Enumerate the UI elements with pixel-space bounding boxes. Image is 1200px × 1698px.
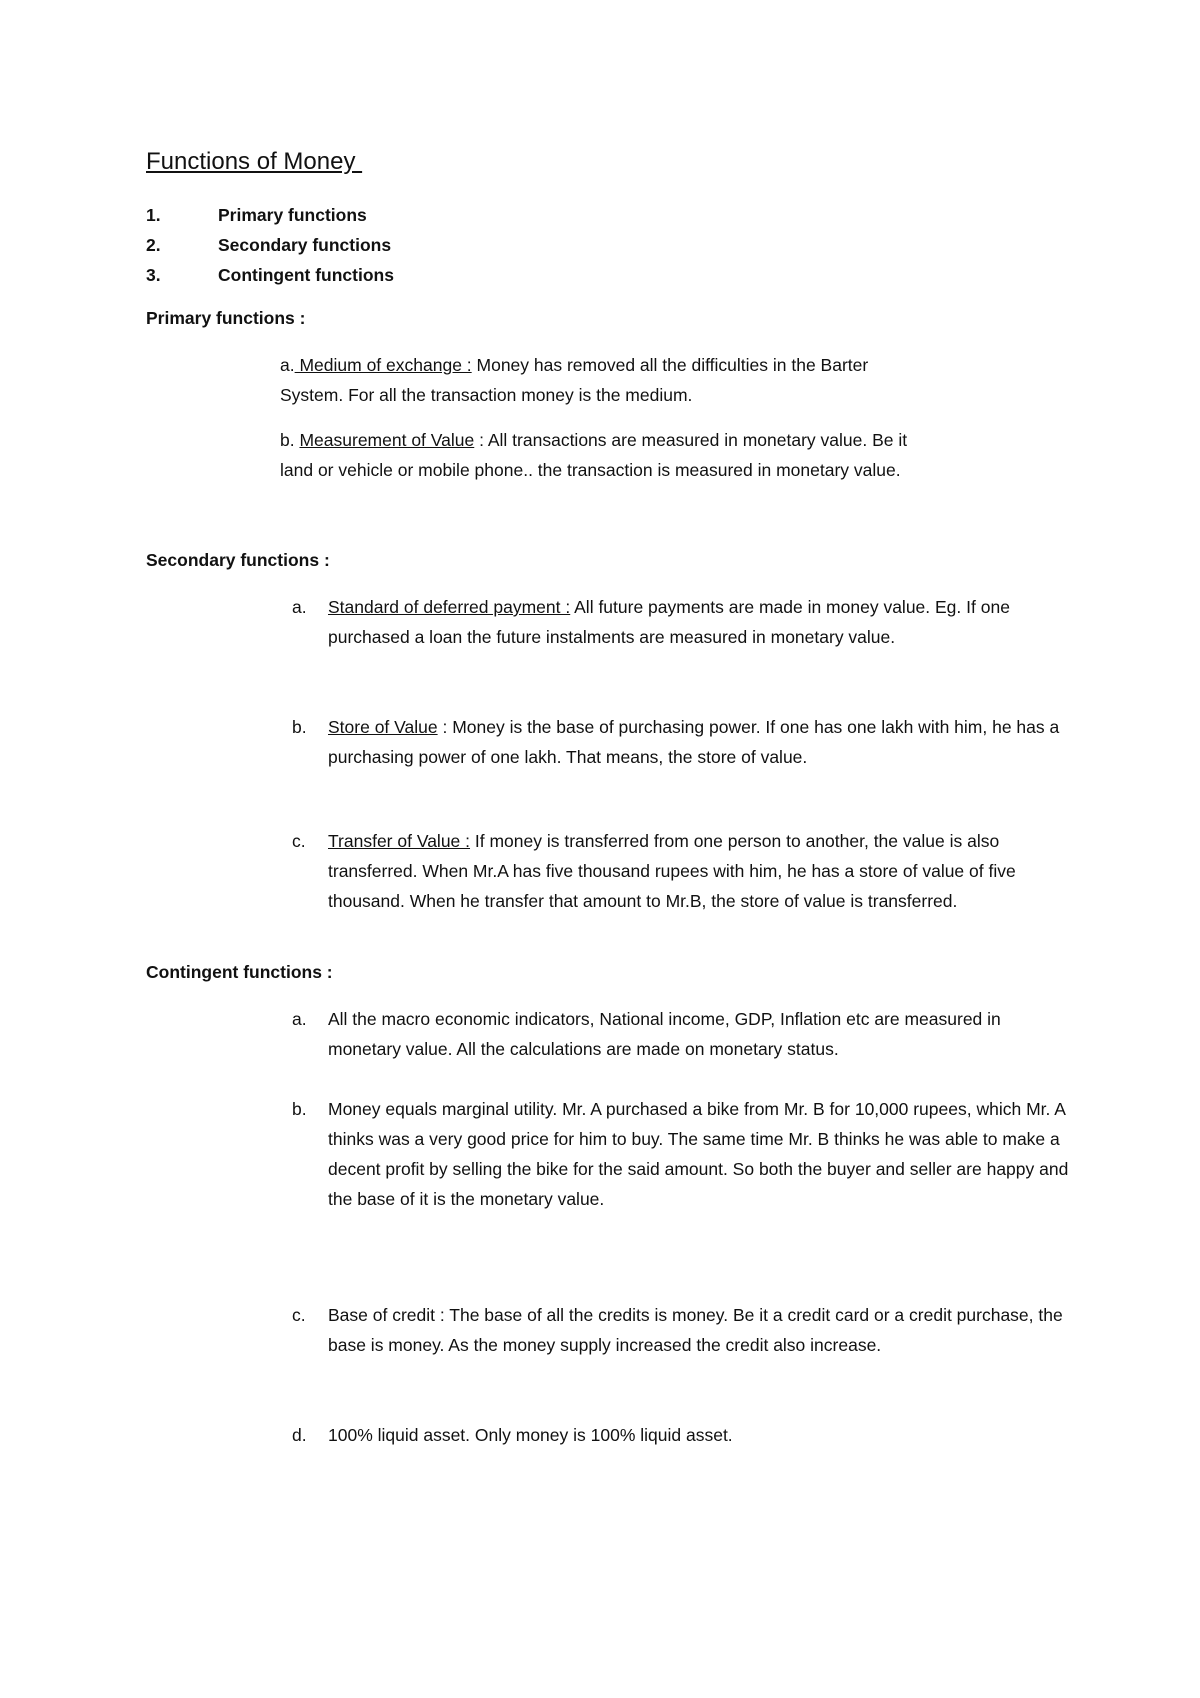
item-letter: c. (292, 831, 306, 851)
item-term: Medium of exchange : (294, 355, 472, 375)
list-label: Contingent functions (218, 265, 394, 285)
item-prefix: b. (280, 430, 300, 450)
contingent-item-b (292, 1094, 1072, 1214)
item-text: Base of credit : The base of all the credits is money. Be it a credit card or a credit purchase, the base is money. As the money supply increased the credit also increase. (328, 1305, 1063, 1355)
contingent-item-a (292, 1004, 1072, 1064)
item-term: Store of Value (328, 717, 438, 737)
item-letter: a. (292, 597, 307, 617)
item-letter: a. (292, 1009, 307, 1029)
page-title: Functions of Money (146, 148, 363, 175)
list-number: 1. (146, 205, 161, 225)
item-text: : Money is the base of purchasing power. If one has one lakh with him, he has a purchasing power of one lakh. That means, the store of value. (328, 717, 1060, 767)
list-item (146, 200, 394, 230)
secondary-item-c (292, 826, 1072, 916)
overview-list (146, 200, 394, 290)
item-term: Transfer of Value : (328, 831, 471, 851)
item-text-continued: System. For all the transaction money is the medium. (280, 385, 693, 405)
list-label: Secondary functions (218, 235, 392, 255)
contingent-item-d (292, 1420, 1072, 1450)
item-prefix: a. (280, 355, 295, 375)
contingent-heading: Contingent functions : (146, 962, 333, 982)
item-letter: b. (292, 1099, 307, 1119)
item-text: All the macro economic indicators, National income, GDP, Inflation etc are measured in monetary value. All the calculations are made on monetary status. (328, 1009, 1001, 1059)
item-text: All future payments are made in money value. Eg. If one purchased a loan the future instalments are measured in monetary value. (328, 597, 1010, 647)
item-letter: c. (292, 1305, 306, 1325)
primary-item-a (280, 350, 1080, 410)
primary-item-b (280, 425, 1080, 485)
primary-heading: Primary functions : (146, 308, 306, 328)
item-letter: b. (292, 717, 307, 737)
list-label: Primary functions (218, 205, 367, 225)
item-term: Measurement of Value (299, 430, 475, 450)
secondary-item-a (292, 592, 1072, 652)
list-item (146, 230, 394, 260)
secondary-item-b (292, 712, 1072, 772)
contingent-item-c (292, 1300, 1072, 1360)
list-item (146, 260, 394, 290)
item-text: Money equals marginal utility. Mr. A purchased a bike from Mr. B for 10,000 rupees, which Mr. A thinks was a very good price for him to buy. The same time Mr. B thinks he was able to make a decent profit by selling the bike for the said amount. So both the buyer and seller are happy and the base of it is the monetary value. (328, 1099, 1069, 1209)
list-number: 2. (146, 235, 161, 255)
item-text: : All transactions are measured in monetary value. Be it (474, 430, 908, 450)
item-text: 100% liquid asset. Only money is 100% liquid asset. (328, 1425, 733, 1445)
secondary-heading: Secondary functions : (146, 550, 330, 570)
item-letter: d. (292, 1425, 307, 1445)
item-text: If money is transferred from one person to another, the value is also transferred. When Mr.A has five thousand rupees with him, he has a store of value of five thousand. When he transfer that amount to Mr.B, the store of value is transferred. (328, 831, 1016, 911)
list-number: 3. (146, 265, 161, 285)
item-term: Standard of deferred payment : (328, 597, 571, 617)
item-text: Money has removed all the difficulties in the Barter (471, 355, 869, 375)
item-text-continued: land or vehicle or mobile phone.. the transaction is measured in monetary value. (280, 460, 901, 480)
